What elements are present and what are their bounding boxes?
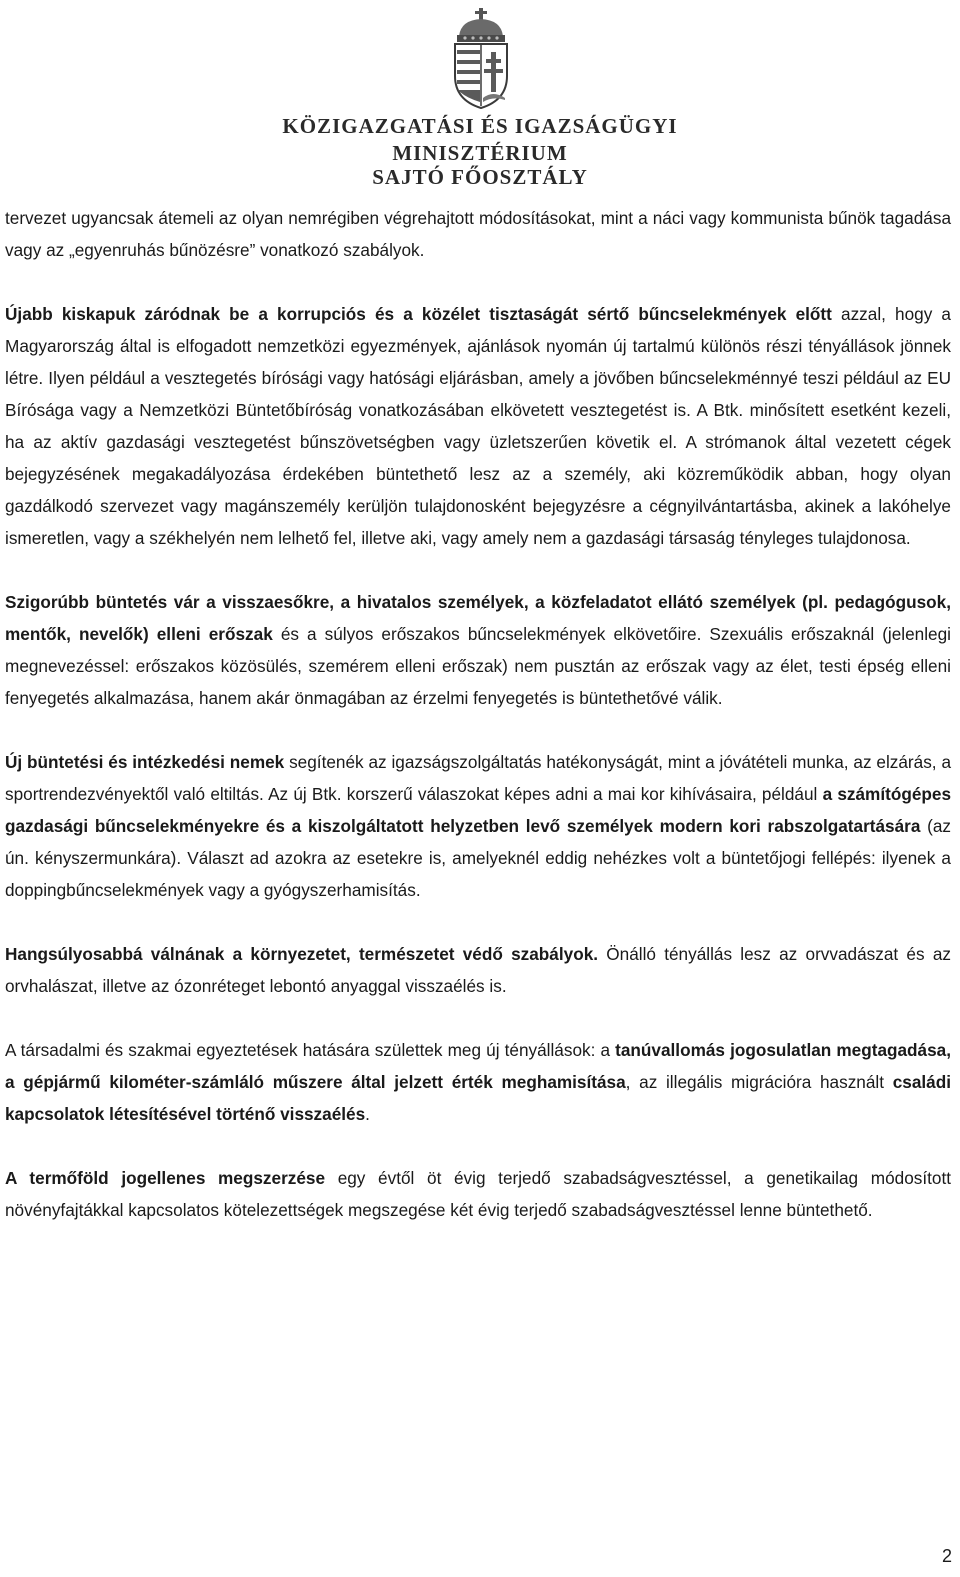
paragraph-emphasis: Hangsúlyosabbá válnának a környezetet, természetet védő szabályok. bbox=[5, 944, 599, 964]
document-body bbox=[5, 202, 951, 1258]
paragraph-emphasis: családi kapcsolatok létesítésével történő visszaélés bbox=[5, 1072, 951, 1124]
paragraph-emphasis: A termőföld jogellenes megszerzése bbox=[5, 1168, 326, 1188]
paragraph bbox=[5, 746, 951, 906]
paragraph-emphasis: Szigorúbb büntetés vár a visszaesőkre, a hivatalos személyek, a közfeladatot ellátó személyek (pl. pedagógusok, mentők, nevelők) elleni erőszak bbox=[5, 592, 951, 644]
paragraph-text: egy évtől öt évig terjedő szabadságvesztéssel, a genetikailag módosított növényfajtákkal kapcsolatos kötelezettségek megszegése két évig terjedő szabadságvesztéssel lenne büntethető. bbox=[5, 1168, 952, 1220]
letterhead bbox=[0, 0, 960, 200]
paragraph-text: . bbox=[365, 1104, 370, 1124]
paragraph bbox=[5, 298, 951, 554]
paragraph-text: (az ún. kényszermunkára). Választ ad azokra az esetekre is, amelyeknél eddig nehézkes volt a büntetőjogi fellépés: ilyenek a doppingbűncselekmények vagy a gyógyszerhamisítás. bbox=[5, 816, 951, 900]
paragraph bbox=[5, 1162, 951, 1226]
paragraph-emphasis: a számítógépes gazdasági bűncselekményekre és a kiszolgáltatott helyzetben levő személyek modern kori rabszolgatartására bbox=[5, 784, 952, 836]
paragraph-text: tervezet ugyancsak átemeli az olyan nemrégiben végrehajtott módosításokat, mint a náci vagy kommunista bűnök tagadása vagy az „egyenruhás bűnözésre” vonatkozó szabályok. bbox=[5, 208, 951, 260]
paragraph-text: és a súlyos erőszakos bűncselekmények elkövetőire. Szexuális erőszaknál (jelenlegi megnevezéssel: erőszakos közösülés, szemérem elleni erőszak) nem pusztán az erőszak vagy az élet, testi épség elleni fenyegetés alkalmazása, hanem akár önmagában az érzelmi fenyegetés is büntethetővé válik. bbox=[5, 624, 951, 708]
paragraph-text: A társadalmi és szakmai egyeztetések hatására születtek meg új tényállások: a bbox=[5, 1040, 616, 1060]
paragraph bbox=[5, 1034, 951, 1130]
paragraph-emphasis: tanúvallomás jogosulatlan megtagadása, a gépjármű kilométer-számláló műszere által jelzett érték meghamisítása bbox=[5, 1040, 952, 1092]
paragraph bbox=[5, 202, 951, 266]
paragraph-emphasis: Újabb kiskapuk záródnak be a korrupciós és a közélet tisztaságát sértő bűncselekmények előtt bbox=[5, 304, 832, 324]
paragraph-emphasis: Új büntetési és intézkedési nemek bbox=[5, 752, 285, 772]
paragraph bbox=[5, 938, 951, 1002]
paragraph bbox=[5, 586, 951, 714]
ministry-name-line1: KÖZIGAZGATÁSI ÉS IGAZSÁGÜGYI bbox=[282, 114, 678, 138]
paragraph-text: , az illegális migrációra használt bbox=[625, 1072, 893, 1092]
paragraph-text: Önálló tényállás lesz az orvvadászat és az orvhalászat, illetve az ózonréteget lebontó anyaggal visszaélés is. bbox=[5, 944, 951, 996]
paragraph-text: azzal, hogy a Magyarország által is elfogadott nemzetközi egyezmények, ajánlások nyomán új tartalmú különös részi tényállások jönnek létre. Ilyen például a vesztegetés bírósági vagy hatósági eljárásban, amely a jövőben bűncselekménnyé teszi például az EU Bírósága vagy a Nemzetközi Büntetőbíróság vonatkozásában elkövetett vesztegetést is. A Btk. minősített esetként kezeli, ha az aktív gazdasági vesztegetést bűnszövetségben vagy üzletszerűen követik el. A strómanok által vezetett cégek bejegyzésének megakadályozása érdekében büntethető lesz az a személy, aki közreműködik abban, hogy olyan gazdálkodó szervezet vagy magánszemély kerüljön tulajdonosként bejegyzésre a cégnyilvántartásba, akinek a lakóhelye ismeretlen, vagy a székhelyén nem lelhető fel, illetve aki, vagy amely nem a gazdasági társaság tényleges tulajdonosa. bbox=[5, 304, 951, 548]
page-number: 2 bbox=[941, 1546, 952, 1566]
hungarian-coat-of-arms-icon bbox=[443, 6, 519, 110]
paragraph-text: segítenék az igazságszolgáltatás hatékonyságát, mint a jóvátételi munka, az elzárás, a sportrendezvényektől való eltiltás. Az új Btk. korszerű válaszokat képes adni a mai kor kihívásaira, például bbox=[5, 752, 951, 804]
ministry-name-line2: MINISZTÉRIUM bbox=[392, 141, 568, 165]
press-department-name: SAJTÓ FŐOSZTÁLY bbox=[372, 165, 588, 189]
